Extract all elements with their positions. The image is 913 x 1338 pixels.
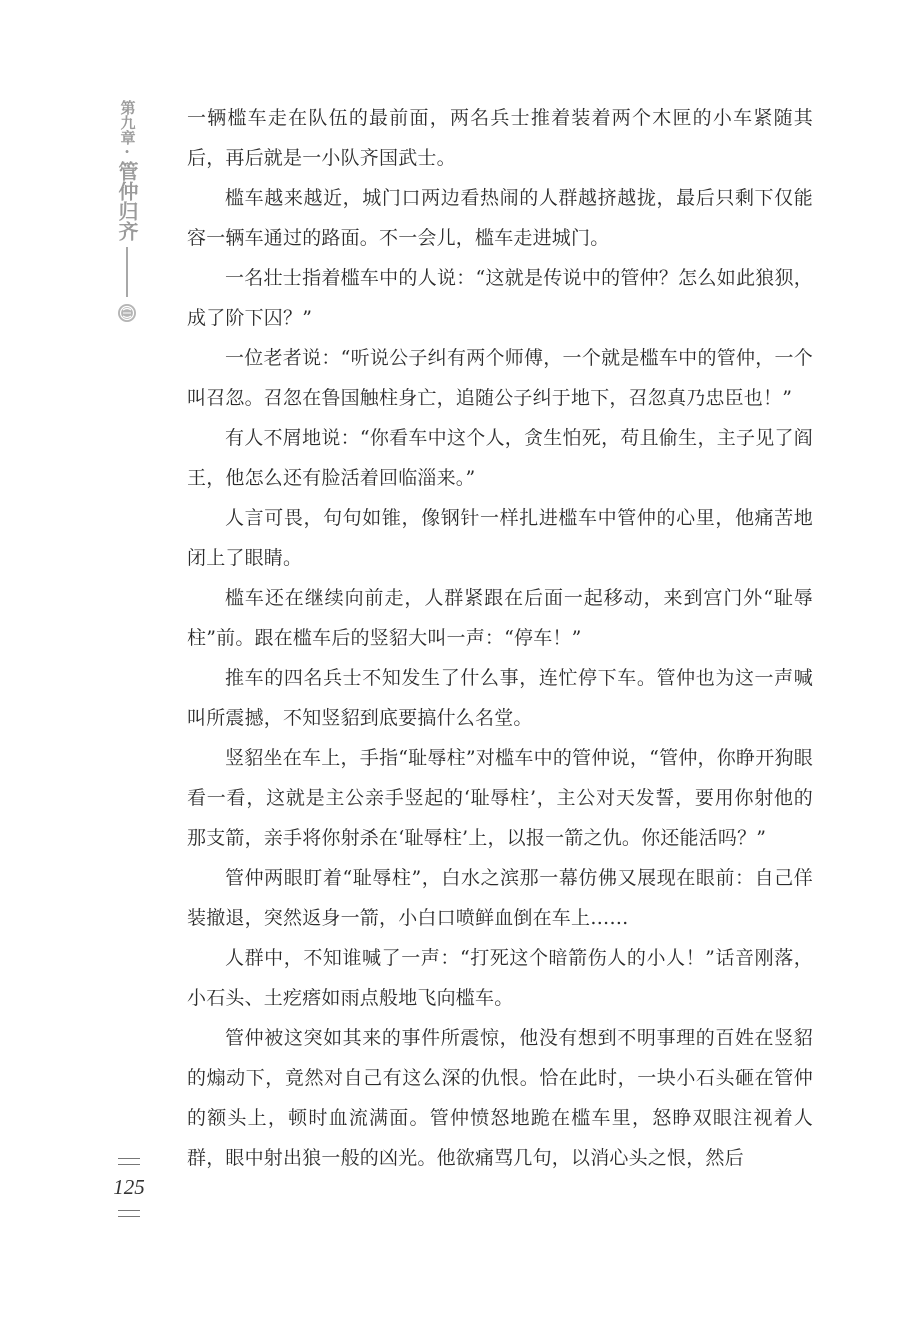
paragraph: 推车的四名兵士不知发生了什么事，连忙停下车。管仲也为这一声喊叫所震撼，不知竖貂到底要搞什么名堂。 [187, 667, 813, 729]
paragraph: 管仲两眼盯着“耻辱柱”，白水之滨那一幕仿佛又展现在眼前：自己佯装撤退，突然返身一箭，小白口喷鲜血倒在车上…… [187, 867, 813, 929]
side-divider-line [126, 247, 128, 297]
paragraph: 槛车还在继续向前走，人群紧跟在后面一起移动，来到宫门外“耻辱柱”前。跟在槛车后的竖貂大叫一声：“停车！” [187, 587, 813, 649]
paragraph: 一辆槛车走在队伍的最前面，两名兵士推着装着两个木匣的小车紧随其后，再后就是一小队齐国武士。 [187, 107, 813, 169]
paragraph: 一位老者说：“听说公子纠有两个师傅，一个就是槛车中的管仲，一个叫召忽。召忽在鲁国触柱身亡，追随公子纠于地下，召忽真乃忠臣也！” [187, 347, 813, 409]
paragraph: 槛车越来越近，城门口两边看热闹的人群越挤越拢，最后只剩下仅能容一辆车通过的路面。不一会儿，槛车走进城门。 [187, 187, 813, 249]
body-text [187, 98, 813, 1178]
paragraph: 人群中，不知谁喊了一声：“打死这个暗箭伤人的小人！”话音刚落，小石头、土疙瘩如雨点般地飞向槛车。 [187, 947, 813, 1009]
paragraph: 人言可畏，句句如锥，像钢针一样扎进槛车中管仲的心里，他痛苦地闭上了眼睛。 [187, 507, 813, 569]
page-number-rule-bottom [118, 1210, 140, 1217]
page-number-rule-top [118, 1158, 140, 1165]
paragraph: 竖貂坐在车上，手指“耻辱柱”对槛车中的管仲说，“管仲，你睁开狗眼看一看，这就是主公亲手竖起的‘耻辱柱’，主公对天发誓，要用你射他的那支箭，亲手将你射杀在‘耻辱柱’上，以报一箭之仇。你还能活吗？” [187, 747, 813, 849]
side-chapter-title: 管仲归齐 [115, 161, 139, 241]
side-running-header [114, 100, 140, 323]
side-chapter-label: 第九章 [118, 100, 137, 145]
side-separator: · [124, 142, 130, 161]
paragraph: 有人不屑地说：“你看车中这个人，贪生怕死，苟且偷生，主子见了阎王，他怎么还有脸活着回临淄来。” [187, 427, 813, 489]
emblem-icon [117, 303, 137, 323]
page-number-block [112, 1158, 146, 1217]
paragraph: 一名壮士指着槛车中的人说：“这就是传说中的管仲？怎么如此狼狈，成了阶下囚？” [187, 267, 813, 329]
page-number: 125 [113, 1175, 145, 1199]
paragraph: 管仲被这突如其来的事件所震惊，他没有想到不明事理的百姓在竖貂的煽动下，竟然对自己有这么深的仇恨。恰在此时，一块小石头砸在管仲的额头上，顿时血流满面。管仲愤怒地跪在槛车里，怒睁双眼注视着人群，眼中射出狼一般的凶光。他欲痛骂几句，以消心头之恨，然后 [187, 1027, 813, 1169]
